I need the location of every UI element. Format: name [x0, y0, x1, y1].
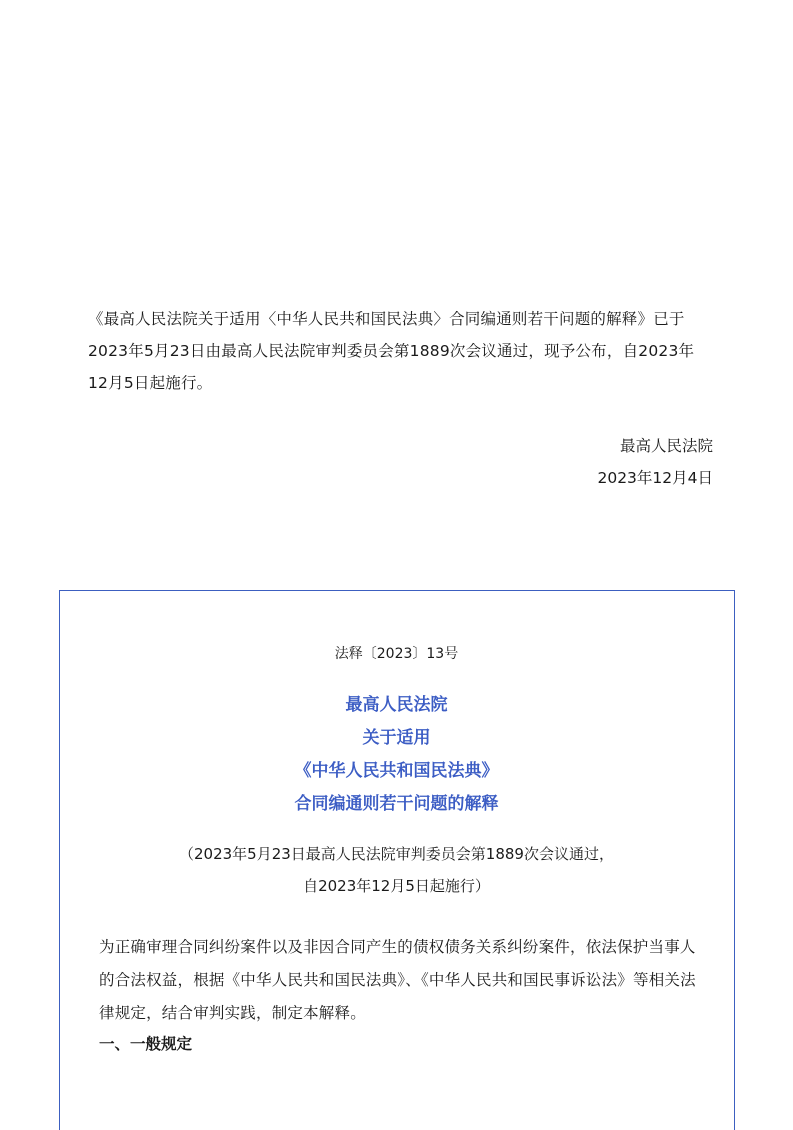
- announcement-paragraph: 《最高人民法院关于适用〈中华人民共和国民法典〉合同编通则若干问题的解释》已于2023年5月23日由最高人民法院审判委员会第1889次会议通过，现予公布，自2023年12月5日起施行。: [88, 310, 695, 392]
- issue-date: 2023年12月4日: [597, 469, 713, 487]
- section-heading: 一、一般规定: [99, 1035, 193, 1053]
- title-line: 最高人民法院: [345, 695, 448, 715]
- document-title: [0, 689, 793, 821]
- adoption-note: [0, 838, 793, 902]
- title-line: 关于适用: [362, 728, 431, 748]
- adoption-line: （2023年5月23日最高人民法院审判委员会第1889次会议通过，: [179, 845, 614, 863]
- adoption-line: 自2023年12月5日起施行）: [303, 877, 490, 895]
- title-line: 《中华人民共和国民法典》: [294, 761, 499, 781]
- issuer-name: 最高人民法院: [619, 437, 713, 455]
- preamble-paragraph: 为正确审理合同纠纷案件以及非因合同产生的债权债务关系纠纷案件，依法保护当事人的合法权益，根据《中华人民共和国民法典》、《中华人民共和国民事诉讼法》等相关法律规定，结合审判实践，制定本解释。: [99, 938, 696, 1022]
- title-line: 合同编通则若干问题的解释: [294, 794, 499, 814]
- signature-block: [597, 430, 713, 494]
- document-number: 法释〔2023〕13号: [334, 646, 459, 662]
